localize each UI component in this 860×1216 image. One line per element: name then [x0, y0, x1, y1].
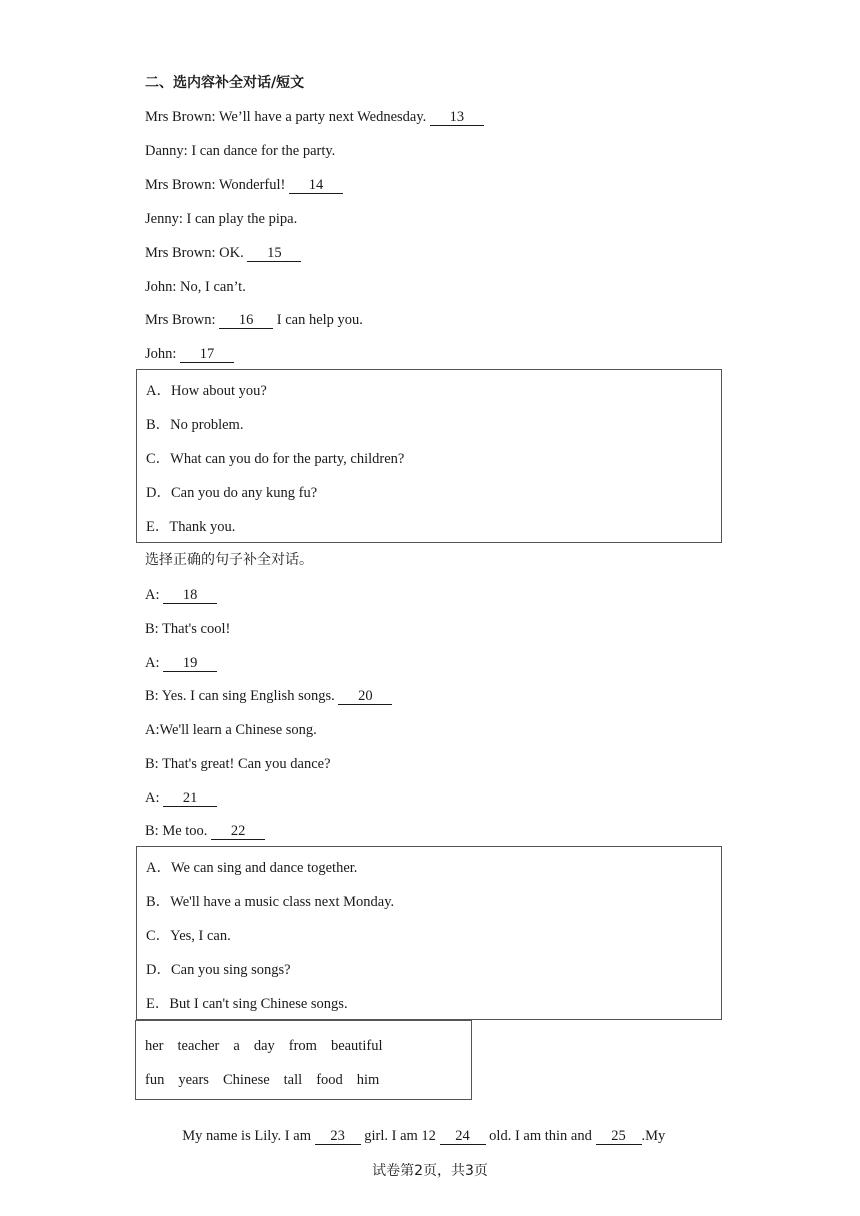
speaker-label: Jenny: [145, 211, 183, 227]
option-item: D．Can you sing songs? [146, 962, 291, 978]
option-item: A．How about you? [146, 383, 267, 399]
answer-blank: 16 [219, 312, 273, 329]
speaker-label: John: [145, 346, 177, 362]
option-item: C．Yes, I can. [146, 928, 231, 944]
option-item: D．Can you do any kung fu? [146, 485, 318, 501]
speaker-label: Mrs Brown: [145, 312, 216, 328]
speaker-label: Danny: [145, 143, 188, 159]
answer-blank: 13 [430, 109, 484, 126]
word-bank-item: teacher [177, 1038, 220, 1054]
blank-23: 23 [315, 1128, 361, 1145]
speaker-label: A: [145, 722, 160, 738]
blank-24: 24 [440, 1128, 486, 1145]
speaker-label: A: [145, 587, 160, 603]
option-item: A．We can sing and dance together. [146, 860, 358, 876]
line-text: Yes. I can sing English songs. [158, 688, 339, 704]
option-item: E．Thank you. [146, 519, 236, 535]
option-item: E．But I can't sing Chinese songs. [146, 996, 348, 1012]
options-box-1 [136, 369, 722, 543]
line-text: Wonderful! [215, 177, 289, 193]
passage-text: My name is Lily. I am [182, 1128, 315, 1144]
line-text: No, I can’t. [176, 279, 246, 295]
answer-blank: 20 [338, 688, 392, 705]
answer-blank: 22 [211, 823, 265, 840]
word-bank-item: a [233, 1038, 240, 1054]
line-text: We’ll have a party next Wednesday. [215, 109, 430, 125]
line-text: I can help you. [273, 312, 363, 328]
options-box-2 [136, 846, 722, 1020]
dialogue-line [145, 108, 484, 126]
word-bank-box [135, 1020, 472, 1100]
answer-blank: 14 [289, 177, 343, 194]
word-bank-item: her [145, 1038, 164, 1054]
dialogue-line [145, 822, 265, 840]
option-item: C．What can you do for the party, children? [146, 451, 405, 467]
dialogue-line [145, 142, 335, 160]
dialogue-line [145, 244, 301, 262]
speaker-label: Mrs Brown: [145, 109, 216, 125]
word-bank-item: fun [145, 1072, 165, 1088]
line-text: Me too. [158, 823, 212, 839]
passage-text: .My [641, 1128, 666, 1144]
line-text: OK. [215, 245, 248, 261]
answer-blank: 19 [163, 655, 217, 672]
speaker-label: B: [145, 621, 159, 637]
speaker-label: A: [145, 790, 160, 806]
word-bank-item: day [253, 1038, 275, 1054]
speaker-label: B: [145, 688, 159, 704]
line-text: That's great! Can you dance? [158, 756, 331, 772]
dialogue-line [145, 789, 217, 807]
dialogue-line [145, 210, 297, 228]
word-bank-item: food [316, 1072, 343, 1088]
dialogue-line [145, 311, 363, 329]
passage-line [175, 1109, 665, 1145]
answer-blank: 18 [163, 587, 217, 604]
word-bank-item: him [356, 1072, 380, 1088]
option-item: B．No problem. [146, 417, 244, 433]
line-text: I can play the pipa. [182, 211, 298, 227]
dialogue-line [145, 345, 234, 363]
dialogue-line [145, 654, 217, 672]
word-bank-item: tall [283, 1072, 303, 1088]
option-item: B．We'll have a music class next Monday. [146, 894, 395, 910]
answer-blank: 17 [180, 346, 234, 363]
dialogue-line [145, 687, 392, 705]
dialogue-line [145, 176, 343, 194]
dialogue-line [145, 278, 246, 296]
word-bank-row-1 [145, 1037, 396, 1055]
line-text: We'll learn a Chinese song. [159, 722, 317, 738]
dialogue-line [145, 721, 317, 739]
word-bank-item: beautiful [330, 1038, 383, 1054]
passage-text: girl. I am 12 [360, 1128, 440, 1144]
page-footer: 试卷第2页，共3页 [372, 1163, 488, 1179]
passage-text: old. I am thin and [485, 1128, 596, 1144]
line-text: That's cool! [158, 621, 231, 637]
dialogue-line [145, 586, 217, 604]
line-text: I can dance for the party. [187, 143, 336, 159]
word-bank-item: Chinese [222, 1072, 270, 1088]
section-title: 二、选内容补全对话/短文 [145, 75, 305, 91]
blank-25: 25 [596, 1128, 642, 1145]
instruction-2: 选择正确的句子补全对话。 [145, 552, 313, 568]
answer-blank: 21 [163, 790, 217, 807]
speaker-label: Mrs Brown: [145, 177, 216, 193]
speaker-label: John: [145, 279, 177, 295]
word-bank-row-2 [145, 1071, 393, 1089]
word-bank-item: from [288, 1038, 317, 1054]
word-bank-item: years [178, 1072, 209, 1088]
dialogue-line [145, 620, 230, 638]
answer-blank: 15 [247, 245, 301, 262]
speaker-label: B: [145, 756, 159, 772]
speaker-label: B: [145, 823, 159, 839]
speaker-label: Mrs Brown: [145, 245, 216, 261]
speaker-label: A: [145, 655, 160, 671]
dialogue-line [145, 755, 331, 773]
